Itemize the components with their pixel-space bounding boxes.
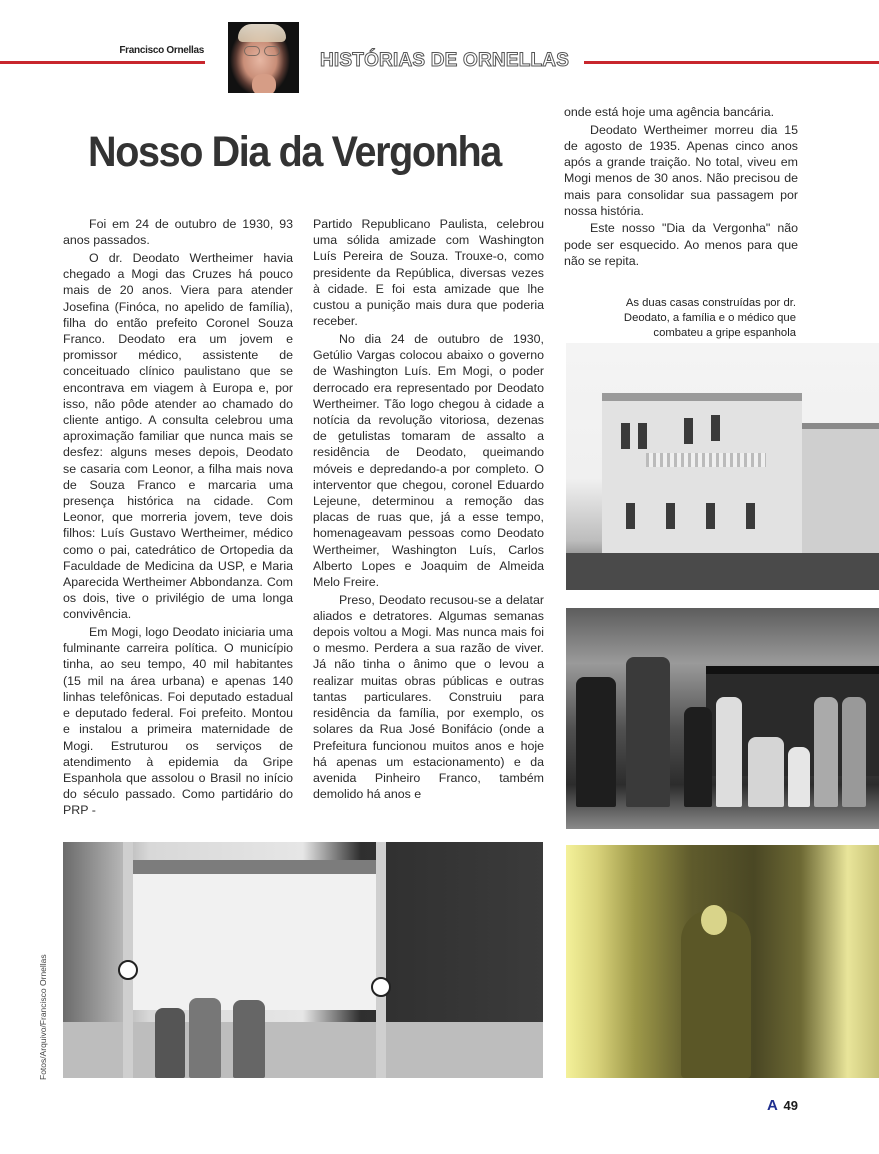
building-window — [626, 503, 635, 529]
worker — [233, 1000, 265, 1078]
article-column-2 — [313, 216, 544, 804]
building-window — [638, 423, 647, 449]
portrait-glasses-left — [244, 46, 260, 56]
person-child — [684, 707, 712, 807]
person-child — [788, 747, 810, 807]
building-window — [711, 415, 720, 441]
paragraph: Em Mogi, logo Deodato iniciaria uma fulminante carreira política. O município tinha, ao seu tempo, 40 mil habitantes (15 mil na área urbana) e apenas 140 linhas telefônicas. Foi deputado estadual e deputado federal. Foi prefeito. Montou e instalou a primeira maternidade de Mogi. Estruturou os serviços de atendimento à epidemia da Gripe Espanhola que assolou o Brasil no início do século passado. Como partidário do PRP - — [63, 625, 293, 818]
paragraph: Este nosso "Dia da Vergonha" não pode ser esquecido. Ao menos para que não se repita. — [564, 221, 798, 268]
street — [566, 553, 879, 590]
author-name: Francisco Ornellas — [119, 45, 204, 56]
villa-house — [123, 860, 383, 1010]
person-child — [716, 697, 742, 807]
family-photo — [566, 608, 879, 829]
building-wing — [802, 423, 879, 553]
building-balcony — [646, 453, 766, 467]
sepia-portrait-photo — [566, 845, 879, 1078]
page-number-value: 49 — [783, 1098, 798, 1113]
historic-building-photo — [566, 343, 879, 590]
building-window — [706, 503, 715, 529]
author-portrait — [228, 22, 299, 93]
portrait-glasses-right — [264, 46, 280, 56]
paragraph: No dia 24 de outubro de 1930, Getúlio Vargas colocou abaixo o governo de Washington Luís. Em Mogi, o poder derrocado era representado por Deodato Wertheimer. Tão logo chegou à cidade a notícia da revolução vitoriosa, dezenas de getulistas tomaram de assalto a residência de Deodato, queimando móveis e depredando-a por completo. O interventor que chegou, coronel Eduardo Lejeune, determinou a remoção das placas de ruas que, já a esse tempo, homenageavam pessoas como Deodato Wertheimer, Washington Luís, Carlos Alberto Lopes e Joaquim de Almeida Melo Freire. — [313, 331, 544, 589]
section-title: HISTÓRIAS DE ORNELLAS — [320, 50, 570, 71]
building-window — [684, 418, 693, 444]
portrait-hand — [252, 74, 276, 93]
article-headline: Nosso Dia da Vergonha — [88, 128, 501, 176]
paragraph: Preso, Deodato recusou-se a delatar aliados e detratores. Algumas semanas depois voltou a Mogi. Mas nunca mais foi o mesmo. Perdera a sua razão de viver. Já não tinha o ânimo que o levou a realizar muitas obras públicas e outras tantas particulares. Construiu para residência da família, por exemplo, os solares da Rua José Bonifácio (onde a Prefeitura funcionou muitos anos e hoje há apenas um estacionamento) e da avenida Pinheiro Franco, também demolido há anos e — [313, 592, 544, 802]
building-window — [666, 503, 675, 529]
building-window — [746, 503, 755, 529]
villa-photo — [63, 842, 543, 1078]
building-facade — [602, 393, 802, 553]
magazine-logo-letter: A — [767, 1097, 778, 1114]
building-window — [621, 423, 630, 449]
photo-credit: Fotos/Arquivo/Francisco Ornellas — [38, 954, 48, 1080]
person-child — [842, 697, 866, 807]
person-man — [576, 677, 616, 807]
man-head — [701, 905, 727, 935]
man-in-suit — [681, 910, 751, 1078]
photo-caption: As duas casas construídas por dr. Deodato, a família e o médico que combateu a gripe espanhola — [623, 297, 796, 340]
header-rule-right — [584, 61, 879, 64]
paragraph: Deodato Wertheimer morreu dia 15 de agosto de 1935. Apenas cinco anos após a grande traição. No total, viveu em Mogi menos de 30 anos. Não precisou de mais para consolidar sua passagem por nossa história. — [564, 122, 798, 218]
paragraph: onde está hoje uma agência bancária. — [564, 105, 775, 119]
page-number — [767, 1097, 798, 1114]
person-woman — [626, 657, 670, 807]
article-column-1 — [63, 216, 293, 820]
paragraph: O dr. Deodato Wertheimer havia chegado a Mogi das Cruzes há pouco mais de 20 anos. Viera para atender Josefina (Finóca, no apelido de família), filha do então prefeito Coronel Souza Franco. Deodato era um jovem e promissor médico, assistente de conceituado clínico paulistano que se encontrava em viagem à Europa e, por isso, não pôde atender ao chamado do cliente antigo. A consulta celebrou uma aproximação familiar que nunca mais se desfez: alguns meses depois, Deodato se casaria com Leonor, a filha mais nova de Souza Franco e marcaria uma presença histórica na cidade. Com Leonor, que morreria jovem, teve dois filhos: Luís Gustavo Wertheimer, médico como o pai, catedrático de Ortopedia da Faculdade de Medicina da USP, e Maria Aparecida Wertheimer Abbondanza. Com os dois, tive o privilégio de uma longa convivência. — [63, 250, 293, 622]
worker — [189, 998, 221, 1078]
person-child — [748, 737, 784, 807]
paragraph: Foi em 24 de outubro de 1930, 93 anos passados. — [63, 217, 293, 248]
paragraph: Partido Republicano Paulista, celebrou uma sólida amizade com Washington Luís Pereira de Souza. Trouxe-o, como presidente da República, diversas vezes à cidade. E foi esta amizade que lhe custou a punição mais dura que poderia receber. — [313, 217, 544, 329]
traffic-sign — [118, 960, 138, 980]
article-column-3 — [564, 104, 798, 271]
person-child — [814, 697, 838, 807]
header-rule-left — [0, 61, 205, 64]
worker — [155, 1008, 185, 1078]
portrait-hair — [238, 24, 286, 42]
villa-wall — [63, 1022, 543, 1078]
utility-pole — [376, 842, 386, 1078]
traffic-sign — [371, 977, 391, 997]
